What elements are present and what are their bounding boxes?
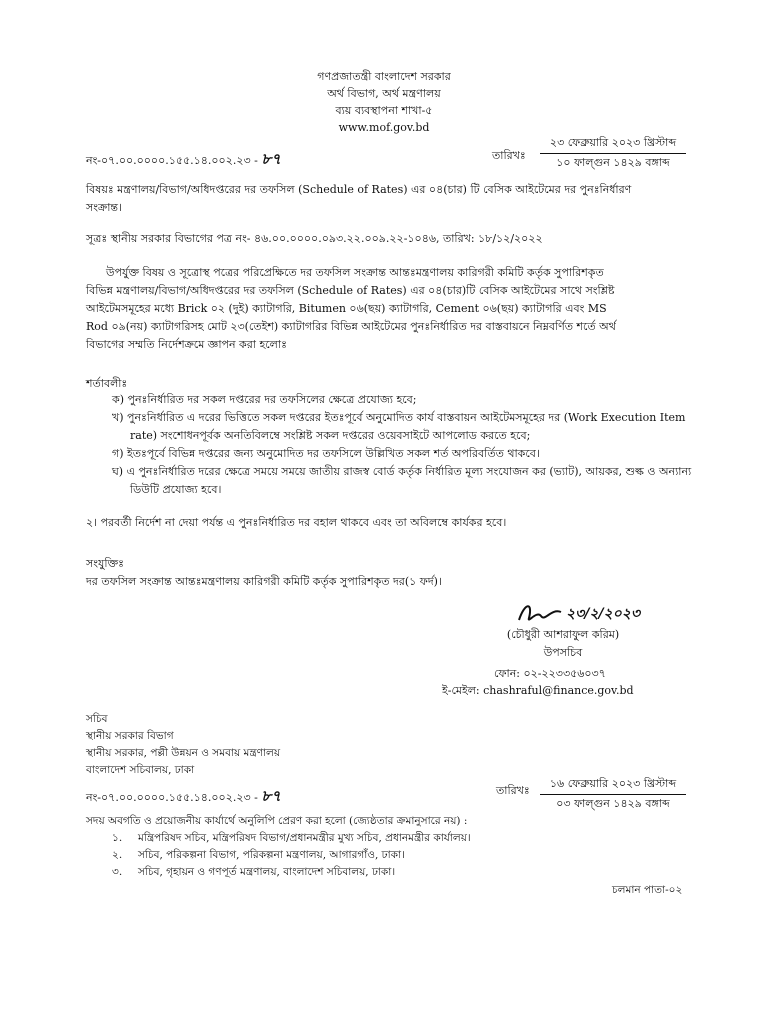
govt-name: গণপ্রজাতন্ত্রী বাংলাদেশ সরকার [317, 70, 451, 83]
subject: বিষয়ঃ মন্ত্রণালয়/বিভাগ/অধিদপ্তরের দর তফসিল (Schedule of Rates) এর ০৪(চার) টি বেসিক আইটেমের দর পুনঃনির্ধারণ সংক্রান্ত। [86, 183, 632, 214]
memo-number-text: নং-০৭.০০.০০০০.১৫৫.১৪.০০২.২৩ - [86, 791, 258, 804]
conditions-heading: শর্তাবলীঃ [86, 377, 128, 390]
date-gregorian: ১৬ ফেব্রুয়ারি ২০২৩ খ্রিস্টাব্দ [540, 775, 686, 795]
signature-scribble-icon [515, 598, 565, 628]
division-name: অর্থ বিভাগ, অর্থ মন্ত্রণালয় [327, 87, 441, 100]
copy-note: সদয় অবগতি ও প্রয়োজনীয় কার্যার্থে অনুলিপি প্রেরণ করা হলো (জ্যেষ্ঠতার ক্রমানুসারে নয়) : [86, 815, 468, 827]
copy-item: ২. সচিব, পরিকল্পনা বিভাগ, পরিকল্পনা মন্ত্রণালয়, আগারগাঁও, ঢাকা। [112, 849, 405, 861]
reference: সূত্রঃ স্থানীয় সরকার বিভাগের পত্র নং- ৪৬.০০.০০০০.০৯৩.২২.০০৯.২২-১০৪৬, তারিখ: ১৮/১২/২০২২ [86, 232, 543, 245]
conditions-list [100, 391, 706, 499]
condition-item: ঘ) এ পুনঃনির্ধারিত দরের ক্ষেত্রে সময়ে সময়ে জাতীয় রাজস্ব বোর্ড কর্তৃক নির্ধারিত মূল্য সংযোজন কর (ভ্যাট), আয়কর, শুল্ক ও অন্যান্য ডিউটি প্রযোজ্য হবে। [112, 465, 692, 496]
signatory-name: (চৌধুরী আশরাফুল করিম) [506, 628, 620, 641]
memo-number-text: নং-০৭.০০.০০০০.১৫৫.১৪.০০২.২৩ - [86, 154, 258, 167]
letterhead [0, 68, 768, 136]
copy-date-block [540, 775, 686, 813]
date-bangla: ১০ ফাল্গুন ১৪২৯ বঙ্গাব্দ [556, 156, 670, 169]
signatory-phone: ফোন: ০২-২২৩৩৫৬০৩৭ [494, 667, 606, 680]
date-gregorian: ২৩ ফেব্রুয়ারি ২০২৩ খ্রিস্টাব্দ [540, 134, 686, 154]
website-link[interactable]: www.mof.gov.bd [338, 121, 430, 134]
date-bangla: ০৩ ফাল্গুন ১৪২৯ বঙ্গাব্দ [556, 797, 670, 810]
signatory-email[interactable]: ই-মেইল: chashraful@finance.gov.bd [442, 684, 634, 697]
condition-item: খ) পুনঃনির্ধারিত এ দরের ভিত্তিতে সকল দপ্তরের ইতঃপূর্বে অনুমোদিত কার্য বাস্তবায়ন আইটেমসমূহের দর (Work Execution Item rate) সংশোধনপূর্বক অনতিবিলম্বে সংশ্লিষ্ট সকল দপ্তরের ওয়েবসাইটে আপলোড করতে হবে; [112, 411, 686, 442]
signatory-block [470, 626, 656, 662]
attachment-text: দর তফসিল সংক্রান্ত আন্তঃমন্ত্রণালয় কারিগরী কমিটি কর্তৃক সুপারিশকৃত দর(১ ফর্দ)। [86, 575, 442, 588]
memo-date-block [540, 134, 686, 172]
memo-number-copy [86, 787, 281, 807]
condition-item: ক) পুনঃনির্ধারিত দর সকল দপ্তরের দর তফসিলের ক্ষেত্রে প্রযোজ্য হবে; [112, 393, 417, 406]
handwritten-memo-number: ৮৭ [261, 787, 281, 805]
signatory-designation: উপসচিব [543, 646, 583, 659]
copy-item: ১. মন্ত্রিপরিষদ সচিব, মন্ত্রিপরিষদ বিভাগ/প্রধানমন্ত্রীর মুখ্য সচিব, প্রধানমন্ত্রীর কার্যালয়। [112, 832, 471, 844]
attachment [86, 555, 442, 591]
handwritten-date: ২৩/২/২০২৩ [566, 606, 640, 622]
date-label: তারিখঃ [496, 784, 530, 797]
branch-name: ব্যয় ব্যবস্থাপনা শাখা-৫ [335, 104, 433, 117]
recipient-address: সচিব স্থানীয় সরকার বিভাগ স্থানীয় সরকার, পল্লী উন্নয়ন ও সমবায় মন্ত্রণালয় বাংলাদেশ সচিবালয়, ঢাকা [86, 713, 281, 776]
copy-item: ৩. সচিব, গৃহায়ন ও গণপূর্ত মন্ত্রণালয়, বাংলাদেশ সচিবালয়, ঢাকা। [112, 866, 396, 878]
body-paragraph: উপর্যুক্ত বিষয় ও সূত্রোস্থ পত্রের পরিপ্রেক্ষিতে দর তফসিল সংক্রান্ত আন্তঃমন্ত্রণালয় কারিগরী কমিটি কর্তৃক সুপারিশকৃত বিভিন্ন মন্ত্রণালয়/বিভাগ/অধিদপ্তরের দর তফসিল (Schedule of Rates) এর ০৪(চার)টি বেসিক আইটেমের সাথে সংশ্লিষ্ট আইটেমসমূহের মধ্যে Brick ০২ (দুই) ক্যাটাগরি, Bitumen ০৬(ছয়) ক্যাটাগরি, Cement ০৬(ছয়) ক্যাটাগরি এবং MS Rod ০৯(নয়) ক্যাটাগরিসহ মোট ২৩(তেইশ) ক্যাটাগরির বিভিন্ন আইটেমের পুনঃনির্ধারিত দর বাস্তবায়নে নিম্নবর্ণিত শর্তে অর্থ বিভাগের সম্মতি নির্দেশক্রমে জ্ঞাপন করা হলোঃ [86, 266, 616, 351]
attachment-heading: সংযুক্তিঃ [86, 557, 125, 570]
memo-number [86, 150, 281, 170]
point-two: ২। পরবর্তী নির্দেশ না দেয়া পর্যন্ত এ পুনঃনির্ধারিত দর বহাল থাকবে এবং তা অবিলম্বে কার্যকর হবে। [86, 516, 507, 529]
date-label: তারিখঃ [492, 149, 526, 162]
copy-list [112, 830, 672, 881]
condition-item: গ) ইতঃপূর্বে বিভিন্ন দপ্তরের জন্য অনুমোদিত দর তফসিলে উল্লিখিত সকল শর্ত অপরিবর্তিত থাকবে। [112, 447, 540, 460]
continued-page-note: চলমান পাতা-০২ [612, 884, 683, 896]
handwritten-memo-number: ৮৭ [261, 150, 281, 168]
